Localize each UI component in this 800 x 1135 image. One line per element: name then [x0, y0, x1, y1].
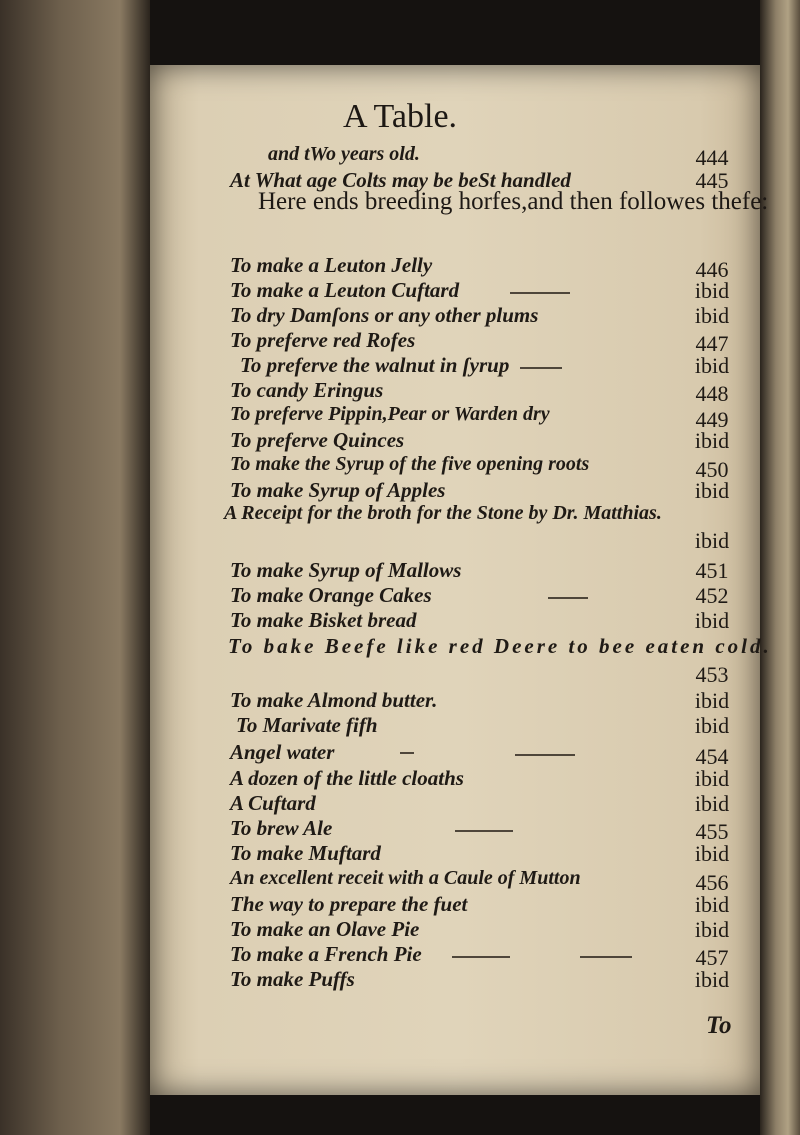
entry-page: 447: [695, 331, 729, 356]
entry-title: To preferve the walnut in ſyrup: [240, 353, 510, 377]
entry-title: To make Bisket bread: [230, 608, 417, 632]
leader-dash: [515, 754, 575, 756]
entry-page: 449: [695, 407, 729, 432]
toc-entry: [0, 841, 800, 869]
leader-dash: [452, 956, 510, 958]
entry-title: To Marivate fifh: [236, 713, 378, 737]
toc-entry: [0, 791, 800, 819]
entry-title: To make Puffs: [230, 967, 355, 991]
leader-dash: [455, 830, 513, 832]
toc-entry: [0, 253, 800, 281]
entry-title: To make a Leuton Jelly: [230, 253, 433, 277]
entry-page: 457: [695, 945, 729, 970]
entry-page: ibid: [694, 608, 730, 633]
entry-page: 444: [695, 145, 729, 170]
entry-title: A dozen of the little cloaths: [230, 766, 464, 790]
entry-page: ibid: [694, 353, 730, 378]
toc-entry: [0, 608, 800, 636]
entry-page: 448: [695, 381, 729, 406]
toc-entry: [0, 428, 800, 456]
toc-entry: [0, 917, 800, 945]
entry-title: To make the Syrup of the five opening roots: [230, 453, 590, 475]
entry-page: ibid: [694, 892, 730, 917]
entry-title: To brew Ale: [230, 816, 333, 840]
toc-entry: [0, 583, 800, 611]
entry-page: ibid: [694, 917, 730, 942]
entry-page: ibid: [694, 303, 730, 328]
entry-title: At What age Colts may be beSt handled: [230, 168, 571, 192]
entry-page: ibid: [694, 688, 730, 713]
entry-title: A Cuftard: [230, 791, 316, 815]
entry-title: To make Orange Cakes: [230, 583, 432, 607]
entry-page: 450: [695, 457, 729, 482]
entry-title: An excellent receit with a Caule of Mutton: [230, 867, 581, 889]
entry-page: ibid: [694, 428, 730, 453]
toc-entry: [0, 634, 800, 687]
leader-dash: [520, 367, 562, 369]
toc-entry: [0, 766, 800, 794]
toc-entry: [0, 303, 800, 331]
leader-dash: [400, 752, 414, 754]
entry-title: To preferve Quinces: [230, 428, 405, 452]
entry-page: ibid: [694, 791, 730, 816]
leader-dash: [510, 292, 570, 294]
entry-title: To make an Olave Pie: [230, 917, 420, 941]
entry-title: To dry Damſons or any other plums: [230, 303, 539, 327]
entry-page: ibid: [694, 766, 730, 791]
entry-title: To make Almond butter.: [230, 688, 438, 712]
leader-dash: [548, 597, 588, 599]
toc-entry: [0, 403, 800, 431]
entry-title: To make a Leuton Cuftard: [230, 278, 460, 302]
toc-entry: [0, 453, 800, 481]
toc-entry: [0, 353, 800, 381]
toc-entry: [0, 278, 800, 306]
entry-title: The way to prepare the fuet: [230, 892, 468, 916]
entry-title: A Receipt for the broth for the Stone by Dr. Matthias.: [224, 502, 662, 524]
toc-entry: [0, 378, 800, 406]
entry-page: 456: [695, 870, 729, 895]
entry-title: To preferve Pippin,Pear or Warden dry: [230, 403, 550, 425]
entry-page: 453: [695, 662, 729, 687]
catchword: To: [706, 1012, 732, 1039]
entry-title: To make Syrup of Mallows: [230, 558, 462, 582]
toc-entry: [0, 328, 800, 356]
section-separator: Here ends breeding horfes,and then followes thefe:: [258, 188, 769, 215]
entry-page: 452: [695, 583, 729, 608]
toc-entry: [0, 558, 800, 586]
toc-entry: [0, 502, 800, 553]
entry-title: Angel water: [230, 740, 335, 764]
entry-title: To preferve red Rofes: [230, 328, 416, 352]
toc-entry: [0, 967, 800, 995]
entry-page: 455: [695, 819, 729, 844]
entry-title: To make Muftard: [230, 841, 381, 865]
toc-entry: [0, 816, 800, 844]
entry-page: ibid: [694, 278, 730, 303]
toc-entry: [0, 892, 800, 920]
entry-page: 451: [695, 558, 729, 583]
entry-page: 446: [695, 257, 729, 282]
toc-entry: [0, 688, 800, 716]
entry-page: 445: [695, 168, 729, 193]
entry-page: ibid: [694, 713, 730, 738]
toc-entry: [0, 867, 800, 895]
toc-entry: [0, 713, 800, 741]
page-header: A Table.: [342, 98, 458, 135]
entry-title: To candy Eringus: [230, 378, 384, 402]
toc-entry: [0, 942, 800, 970]
entry-page: ibid: [694, 841, 730, 866]
entry-page: 454: [695, 744, 729, 769]
entry-page: ibid: [694, 528, 730, 553]
entry-title: and tWo years old.: [268, 143, 420, 165]
entry-title: To make Syrup of Apples: [230, 478, 446, 502]
entry-title: To bake Beefe like red Deere to bee eaten cold.: [228, 634, 772, 658]
toc-entry: [0, 143, 800, 171]
entry-page: ibid: [694, 967, 730, 992]
leader-dash: [580, 956, 632, 958]
toc-entry: [0, 740, 800, 768]
entry-title: To make a French Pie: [230, 942, 422, 966]
entry-page: ibid: [694, 478, 730, 503]
